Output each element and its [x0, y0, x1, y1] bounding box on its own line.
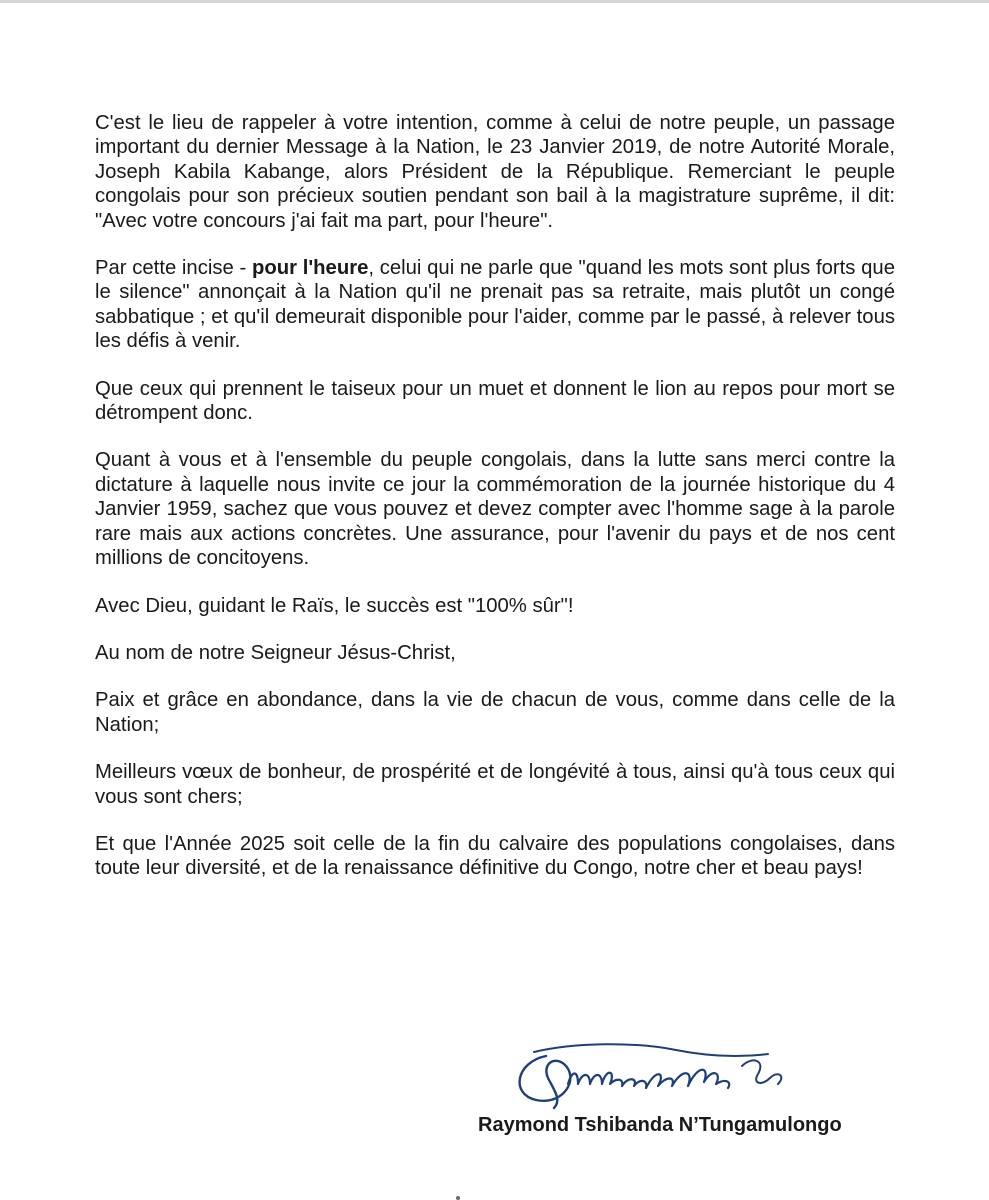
paragraph-3-text: Que ceux qui prennent le taiseux pour un muet et donnent le lion au repos pour mort se détrompent donc. — [95, 377, 895, 425]
paragraph-4 — [95, 448, 895, 570]
paragraph-6 — [95, 641, 895, 665]
paragraph-8-text: Meilleurs vœux de bonheur, de prospérité et de longévité à tous, ainsi qu'à tous ceux qui vous sont chers; — [95, 761, 895, 808]
paragraph-1-text: C'est le lieu de rappeler à votre intention, comme à celui de notre peuple, un passage important du dernier Message à la Nation, le 23 Janvier 2019, de notre Autorité Morale, Joseph Kabila Kabange, alors Président de la République. Remerciant le peuple congolais pour son précieux soutien pendant son bail à la magistrature suprême, il dit: "Avec votre concours j'ai fait ma part, pour l'heure". — [95, 112, 895, 232]
paragraph-5-text: Avec Dieu, guidant le Raïs, le succès est "100% sûr"! — [95, 594, 574, 617]
signature-block — [478, 1038, 938, 1148]
paragraph-7-text: Paix et grâce en abondance, dans la vie de chacun de vous, comme dans celle de la Nation; — [95, 689, 895, 736]
paragraph-9-text: Et que l'Année 2025 soit celle de la fin du calvaire des populations congolaises, dans toute leur diversité, et de la renaissance définitive du Congo, notre cher et beau pays! — [95, 832, 895, 880]
paragraph-8 — [95, 760, 895, 809]
paragraph-9 — [95, 832, 895, 881]
signer-name: Raymond Tshibanda N’Tungamulongo — [478, 1114, 842, 1136]
handwritten-signature — [506, 1038, 806, 1110]
letter-body — [95, 111, 895, 904]
page-top-edge — [0, 0, 989, 3]
paragraph-2-rest: , celui qui ne parle que "quand les mots sont plus forts que le silence" annonçait à la Nation qu'il ne prenait pas sa retraite, mais plutôt un congé sabbatique ; et qu'il demeurait disponible pour l'aider, comme par le passé, à relever tous les défis à venir. — [95, 257, 895, 353]
paragraph-5 — [95, 594, 895, 618]
paragraph-4-text: Quant à vous et à l'ensemble du peuple congolais, dans la lutte sans merci contre la dictature à laquelle nous invite ce jour la commémoration de la journée historique du 4 Janvier 1959, sachez que vous pouvez et devez compter avec l'homme sage à la parole rare mais aux actions concrètes. Une assurance, pour l'avenir du pays et de nos cent millions de concitoyens. — [95, 449, 895, 570]
paragraph-2 — [95, 256, 895, 354]
page-mark — [456, 1196, 460, 1200]
paragraph-3 — [95, 377, 895, 426]
paragraph-2-lead: Par cette incise - — [95, 257, 252, 280]
paragraph-6-text: Au nom de notre Seigneur Jésus-Christ, — [95, 641, 456, 664]
paragraph-1 — [95, 111, 895, 233]
emphasis-pour-l-heure: pour l'heure — [251, 257, 369, 280]
paragraph-7 — [95, 688, 895, 737]
